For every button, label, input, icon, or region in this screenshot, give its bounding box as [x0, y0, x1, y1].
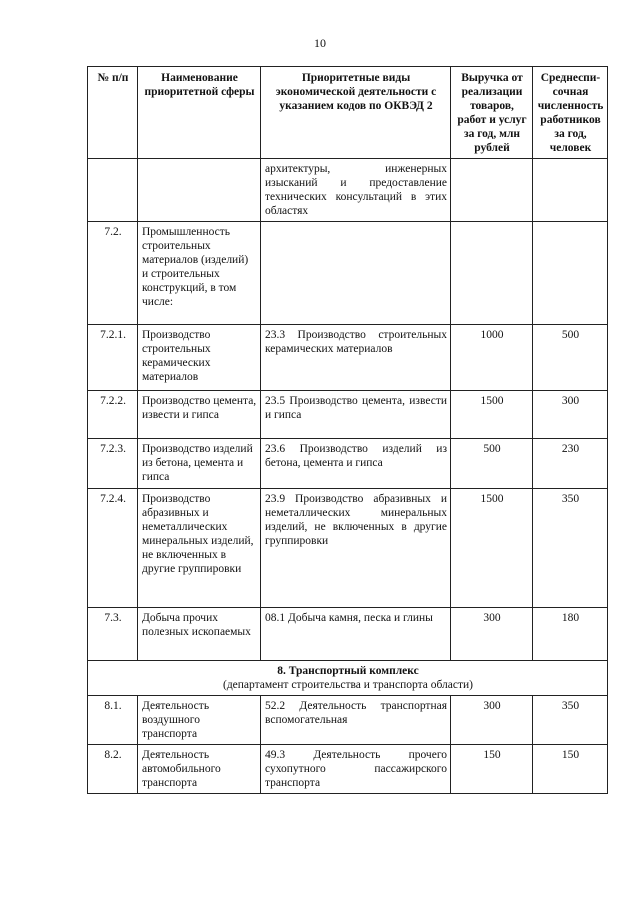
priority-sectors-table: [87, 66, 608, 794]
row-okved: [261, 222, 451, 325]
table-row: [88, 222, 608, 325]
row-okved: 08.1 Добыча камня, песка и глины: [261, 608, 451, 661]
header-number: № п/п: [88, 67, 138, 159]
section-header-row: [88, 661, 608, 696]
row-okved: архитектуры, инженерных изысканий и предоставление технических консультаций в этих областях: [261, 159, 451, 222]
table-header-row: [88, 67, 608, 159]
row-revenue: 1500: [451, 489, 533, 608]
table-row: [88, 489, 608, 608]
row-staff: 230: [533, 439, 608, 489]
row-revenue: [451, 159, 533, 222]
row-okved: 23.3 Производство строительных керамических материалов: [261, 325, 451, 391]
row-number: [88, 159, 138, 222]
row-number: 7.2.2.: [88, 391, 138, 439]
row-number: 8.1.: [88, 696, 138, 745]
row-sphere: Производство абразивных и неметаллических минеральных изделий, не включенных в другие группировки: [138, 489, 261, 608]
row-sphere: Производство изделий из бетона, цемента и гипса: [138, 439, 261, 489]
table-row: [88, 439, 608, 489]
row-revenue: 500: [451, 439, 533, 489]
table-row: [88, 696, 608, 745]
row-okved: 23.5 Производство цемента, извести и гипса: [261, 391, 451, 439]
row-sphere: Добыча прочих полезных ископаемых: [138, 608, 261, 661]
page-number: 10: [314, 36, 326, 50]
header-revenue: Выручка от реализации товаров, работ и услуг за год, млн рублей: [451, 67, 533, 159]
row-sphere: Производство строительных керамических материалов: [138, 325, 261, 391]
table-row: [88, 325, 608, 391]
row-revenue: [451, 222, 533, 325]
table-row-continuation: [88, 159, 608, 222]
row-staff: 350: [533, 696, 608, 745]
row-revenue: 1500: [451, 391, 533, 439]
row-revenue: 300: [451, 696, 533, 745]
row-number: 7.2.: [88, 222, 138, 325]
header-okved: Приоритетные виды экономической деятельности с указанием кодов по ОКВЭД 2: [261, 67, 451, 159]
row-okved: 49.3 Деятельность прочего сухопутного пассажирского транспорта: [261, 745, 451, 794]
row-sphere: Деятельность автомобильного транспорта: [138, 745, 261, 794]
row-sphere: [138, 159, 261, 222]
row-revenue: 300: [451, 608, 533, 661]
row-staff: 500: [533, 325, 608, 391]
row-revenue: 150: [451, 745, 533, 794]
row-sphere: Производство цемента, извести и гипса: [138, 391, 261, 439]
row-staff: 300: [533, 391, 608, 439]
row-staff: 350: [533, 489, 608, 608]
header-staff: Среднеспи-сочная численность работников за год, человек: [533, 67, 608, 159]
row-staff: [533, 159, 608, 222]
section-subtitle: (департамент строительства и транспорта области): [222, 679, 473, 691]
row-number: 7.2.1.: [88, 325, 138, 391]
row-staff: 150: [533, 745, 608, 794]
row-staff: 180: [533, 608, 608, 661]
row-revenue: 1000: [451, 325, 533, 391]
table-row: [88, 745, 608, 794]
section-title: 8. Транспортный комплекс: [277, 665, 419, 677]
row-number: 7.2.4.: [88, 489, 138, 608]
table-row: [88, 391, 608, 439]
row-number: 7.3.: [88, 608, 138, 661]
row-sphere: Промышленность строительных материалов (изделий) и строительных конструкций, в том числе:: [138, 222, 261, 325]
row-okved: 23.6 Производство изделий из бетона, цемента и гипса: [261, 439, 451, 489]
row-number: 7.2.3.: [88, 439, 138, 489]
header-sphere: Наименование приоритетной сферы: [138, 67, 261, 159]
row-number: 8.2.: [88, 745, 138, 794]
row-staff: [533, 222, 608, 325]
section-header: [88, 661, 608, 696]
row-sphere: Деятельность воздушного транспорта: [138, 696, 261, 745]
table-row: [88, 608, 608, 661]
row-okved: 52.2 Деятельность транспортная вспомогательная: [261, 696, 451, 745]
row-okved: 23.9 Производство абразивных и неметаллических минеральных изделий, не включенных в другие группировки: [261, 489, 451, 608]
